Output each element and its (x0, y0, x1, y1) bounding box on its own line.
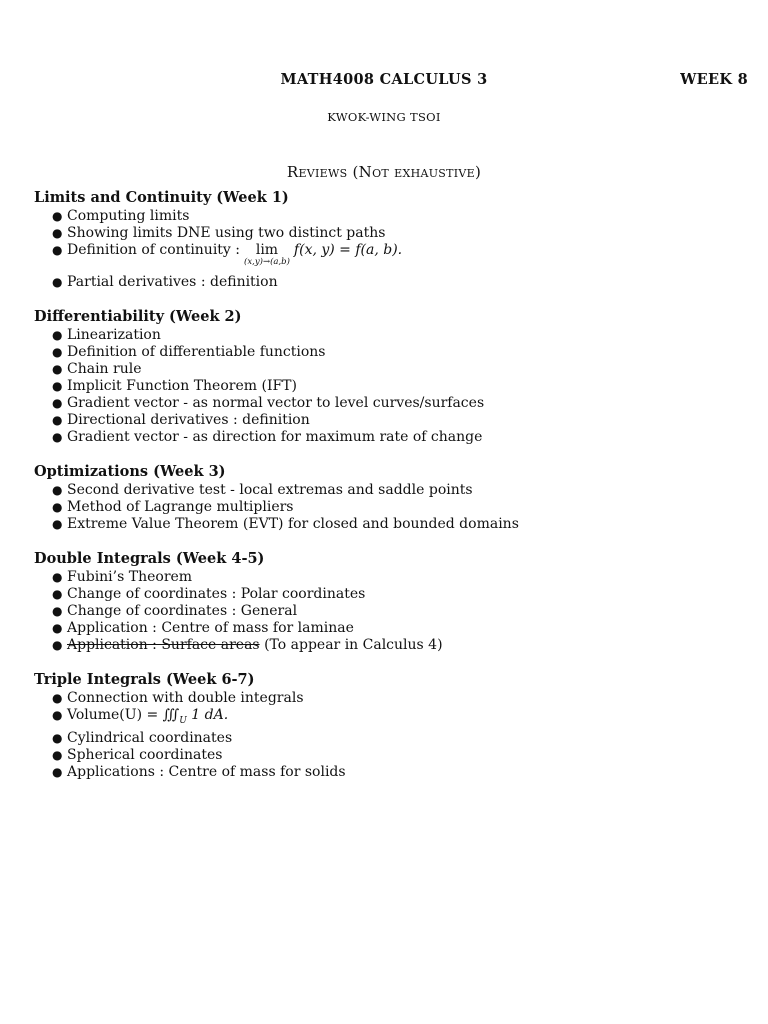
list-item: ● Extreme Value Theorem (EVT) for closed and bounded domains (52, 516, 519, 532)
review-content (34, 188, 734, 797)
list-item: ● Cylindrical coordinates (52, 729, 233, 746)
bullet-icon: ● (52, 730, 63, 745)
list-item: ● Linearization (52, 327, 161, 343)
bullet-icon: ● (52, 345, 63, 359)
section-title: Differentiability (Week 2) (34, 308, 242, 325)
list-item: ● Second derivative test - local extremas and saddle points (52, 482, 473, 498)
section-title: Triple Integrals (Week 6-7) (34, 671, 255, 688)
bullet-icon: ● (52, 500, 63, 514)
list-item: ● Fubini’s Theorem (52, 569, 193, 585)
bullet-icon: ● (52, 226, 63, 240)
continuity-expression: f(x, y) = f(a, b). (293, 242, 403, 258)
list-item: ● Computing limits (52, 208, 190, 224)
bullet-icon: ● (52, 209, 63, 223)
bullet-icon: ● (52, 396, 63, 410)
list-item: ● Volume(U) = $∭_U$ 1 dA. (52, 707, 229, 726)
list-item: ● Change of coordinates : General (52, 603, 298, 619)
section-optimizations (34, 462, 734, 533)
section-title: Optimizations (Week 3) (34, 463, 226, 480)
section-title: Double Integrals (Week 4-5) (34, 550, 265, 567)
bullet-icon: ● (52, 621, 63, 635)
bullet-list (34, 690, 734, 781)
list-item: ● Showing limits DNE using two distinct paths (52, 225, 386, 241)
volume-expression: 1 dA. (191, 707, 229, 723)
list-item: ● Definition of continuity : lim (x,y)→(a,b) f(x, y) = f(a, b). (52, 242, 403, 267)
section-differentiability (34, 307, 734, 446)
bullet-icon: ● (52, 764, 63, 779)
list-item: ● Gradient vector - as direction for maximum rate of change (52, 429, 483, 445)
bullet-list (34, 569, 734, 654)
list-item: ● Definition of differentiable functions (52, 344, 326, 360)
list-item (52, 637, 734, 654)
section-triple-integrals (34, 670, 734, 781)
struck-text: Application : Surface areas (67, 637, 260, 653)
list-item: ● Directional derivatives : definition (52, 412, 310, 428)
bullet-icon: ● (52, 638, 63, 652)
integral-subscript: U (179, 715, 187, 726)
list-item: ● Partial derivatives : definition (52, 274, 278, 290)
list-item: ● Implicit Function Theorem (IFT) (52, 378, 297, 394)
bullet-list (34, 482, 734, 533)
reviews-subtitle: Reviews (Not exhaustive) (286, 163, 482, 181)
bullet-icon: ● (52, 747, 63, 762)
bullet-icon: ● (52, 430, 63, 444)
section-double-integrals (34, 549, 734, 654)
note-text: (To appear in Calculus 4) (264, 637, 443, 653)
section-title: Limits and Continuity (Week 1) (34, 189, 289, 206)
bullet-list (34, 208, 734, 291)
list-item: ● Chain rule (52, 361, 142, 377)
list-item: ● Gradient vector - as normal vector to level curves/surfaces (52, 395, 485, 411)
list-item: ● Applications : Centre of mass for solids (52, 763, 346, 780)
bullet-icon: ● (52, 517, 63, 531)
bullet-icon: ● (52, 413, 63, 427)
bullet-icon: ● (52, 708, 63, 722)
limit-operator: lim (x,y)→(a,b) (244, 242, 290, 267)
list-item: ● Method of Lagrange multipliers (52, 499, 294, 515)
list-item: ● Application : Centre of mass for laminae (52, 620, 354, 636)
bullet-icon: ● (52, 328, 63, 342)
bullet-icon: ● (52, 604, 63, 618)
bullet-icon: ● (52, 275, 63, 289)
course-title: MATH4008 CALCULUS 3 (280, 71, 488, 88)
list-item: ● Change of coordinates : Polar coordinates (52, 586, 366, 602)
bullet-icon: ● (52, 570, 63, 584)
bullet-icon: ● (52, 587, 63, 601)
bullet-icon: ● (52, 691, 63, 705)
week-label: WEEK 8 (680, 71, 748, 88)
bullet-icon: ● (52, 379, 63, 393)
bullet-icon: ● (52, 483, 63, 497)
list-item: ● Connection with double integrals (52, 690, 304, 706)
list-item: ● Spherical coordinates (52, 746, 223, 763)
bullet-icon: ● (52, 362, 63, 376)
bullet-icon: ● (52, 243, 63, 257)
author-name: KWOK-WING TSOI (327, 110, 441, 124)
section-limits (34, 188, 734, 291)
bullet-list (34, 327, 734, 446)
